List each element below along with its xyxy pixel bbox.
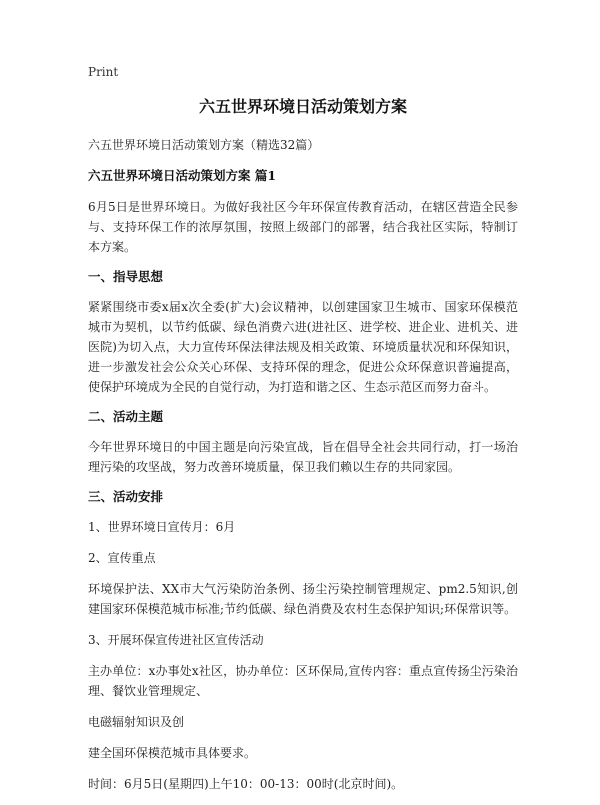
- heading-activity-arrangement: 三、活动安排: [88, 489, 164, 504]
- print-label[interactable]: Print: [88, 65, 119, 79]
- organizer-paragraph: 主办单位：x办事处x社区，协办单位：区环保局,宣传内容：重点宣传扬尘污染治理、餐饮业管理规定、: [88, 664, 518, 698]
- arrangement-item-2: 2、宣传重点: [88, 551, 156, 565]
- activity-theme-paragraph: 今年世界环境日的中国主题是向污染宣战，旨在倡导全社会共同行动，打一场治理污染的攻坚战，努力改善环境质量，保卫我们赖以生存的共同家园。: [88, 440, 518, 474]
- section-title: 六五世界环境日活动策划方案 篇1: [88, 168, 277, 183]
- page-subtitle: 六五世界环境日活动策划方案（精选32篇）: [88, 138, 320, 152]
- arrangement-item-1: 1、世界环境日宣传月：6月: [88, 520, 236, 534]
- guiding-thought-paragraph: 紧紧围绕市委x届x次全委(扩大)会议精神，以创建国家卫生城市、国家环保模范城市为契机，以节约低碳、绿色消费六进(进社区、进学校、进企业、进机关、进医院)为切入点，大力宣传环保法律法规及相关政策、环境质量状况和环保知识，进一步激发社会公众关心环保、支持环保的理念，促进公众环保意识普遍提高，使保护环境成为全民的自觉行动，为打造和谐之区、生态示范区而努力奋斗。: [88, 300, 518, 394]
- radiation-paragraph: 电磁辐射知识及创: [88, 715, 185, 729]
- page-title: 六五世界环境日活动策划方案: [198, 97, 407, 116]
- intro-paragraph: 6月5日是世界环境日。为做好我社区今年环保宣传教育活动，在辖区营造全民参与、支持环保工作的浓厚氛围，按照上级部门的部署，结合我社区实际，特制订本方案。: [88, 200, 518, 254]
- heading-activity-theme: 二、活动主题: [88, 409, 164, 424]
- arrangement-item-3: 3、开展环保宣传进社区宣传活动: [88, 633, 264, 647]
- publicity-focus-paragraph: 环境保护法、XX市大气污染防治条例、扬尘污染控制管理规定、pm2.5知识,创建国家环保模范城市标准;节约低碳、绿色消费及农村生态保护知识;环保常识等。: [88, 582, 518, 616]
- time-paragraph: 时间：6月5日(星期四)上午10：00-13：00时(北京时间)。: [88, 777, 404, 791]
- heading-guiding-thought: 一、指导思想: [88, 269, 164, 284]
- document-page: [88, 64, 518, 805]
- requirements-paragraph: 建全国环保模范城市具体要求。: [88, 746, 257, 760]
